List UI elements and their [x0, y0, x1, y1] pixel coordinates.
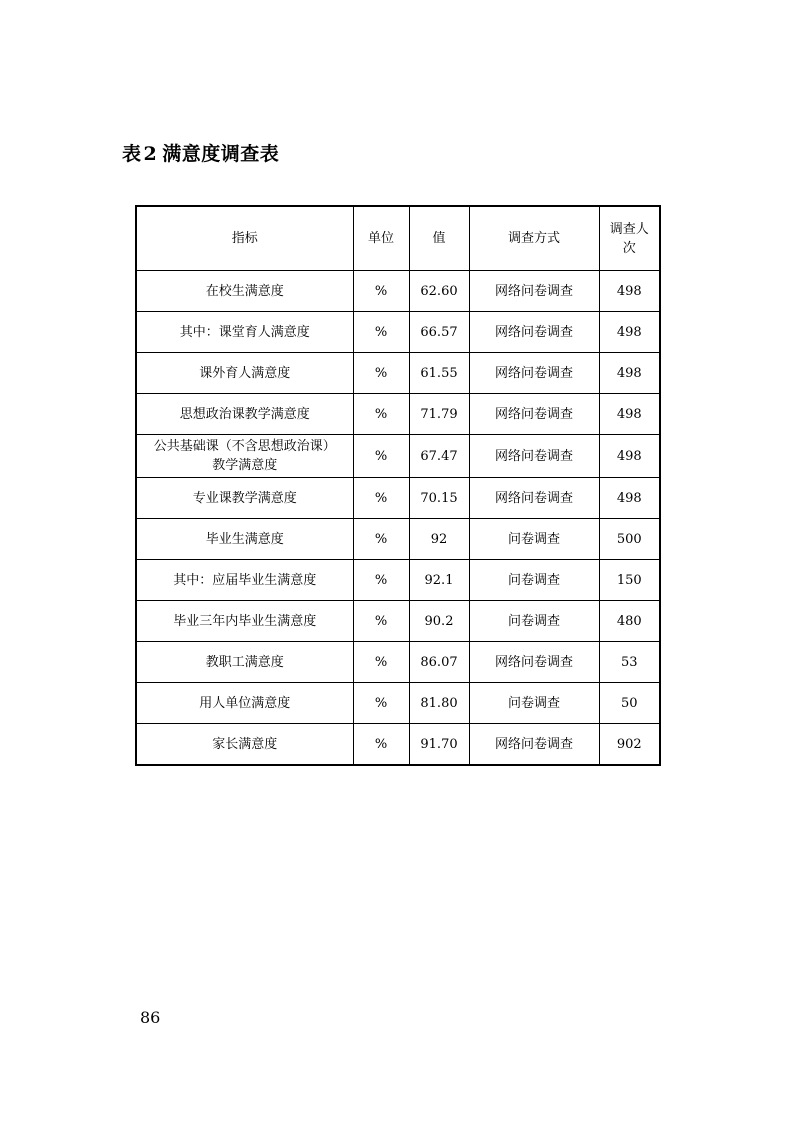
cell-unit: % [353, 353, 409, 394]
cell-value: 62.60 [409, 271, 469, 312]
table-row [136, 435, 660, 478]
table-row [136, 271, 660, 312]
column-header-count [599, 206, 660, 271]
cell-method: 网络问卷调查 [469, 394, 599, 435]
cell-value: 70.15 [409, 478, 469, 519]
cell-value: 61.55 [409, 353, 469, 394]
table-header [136, 206, 660, 271]
cell-indicator: 用人单位满意度 [136, 683, 353, 724]
cell-indicator: 其中：课堂育人满意度 [136, 312, 353, 353]
cell-indicator: 毕业三年内毕业生满意度 [136, 601, 353, 642]
cell-unit: % [353, 435, 409, 478]
table-row [136, 560, 660, 601]
cell-count: 50 [599, 683, 660, 724]
cell-count: 150 [599, 560, 660, 601]
cell-indicator-line2: 教学满意度 [212, 458, 278, 473]
cell-unit: % [353, 312, 409, 353]
cell-value: 86.07 [409, 642, 469, 683]
cell-indicator: 毕业生满意度 [136, 519, 353, 560]
cell-method: 问卷调查 [469, 560, 599, 601]
table-row [136, 683, 660, 724]
table-row [136, 312, 660, 353]
cell-value: 71.79 [409, 394, 469, 435]
cell-indicator: 教职工满意度 [136, 642, 353, 683]
survey-table-container [135, 205, 659, 766]
table-row [136, 724, 660, 766]
cell-indicator: 课外育人满意度 [136, 353, 353, 394]
page-number: 86 [140, 1008, 161, 1027]
cell-count: 480 [599, 601, 660, 642]
cell-unit: % [353, 560, 409, 601]
table-body [136, 271, 660, 766]
cell-unit: % [353, 519, 409, 560]
cell-unit: % [353, 394, 409, 435]
cell-count: 498 [599, 312, 660, 353]
table-row [136, 642, 660, 683]
table-row [136, 353, 660, 394]
cell-count: 498 [599, 353, 660, 394]
cell-count: 902 [599, 724, 660, 766]
cell-method: 网络问卷调查 [469, 312, 599, 353]
cell-indicator: 在校生满意度 [136, 271, 353, 312]
cell-method: 问卷调查 [469, 519, 599, 560]
cell-method: 问卷调查 [469, 601, 599, 642]
cell-indicator: 专业课教学满意度 [136, 478, 353, 519]
table-row [136, 601, 660, 642]
column-header-count-line2: 次 [622, 240, 636, 256]
table-row [136, 478, 660, 519]
cell-indicator: 家长满意度 [136, 724, 353, 766]
column-header-value: 值 [409, 206, 469, 271]
cell-unit: % [353, 642, 409, 683]
table-row [136, 394, 660, 435]
title-text: 满意度调查表 [162, 143, 280, 165]
page-title [122, 141, 279, 167]
cell-method: 问卷调查 [469, 683, 599, 724]
cell-unit: % [353, 271, 409, 312]
satisfaction-survey-table [135, 205, 661, 766]
cell-unit: % [353, 601, 409, 642]
cell-method: 网络问卷调查 [469, 435, 599, 478]
table-row [136, 519, 660, 560]
cell-value: 90.2 [409, 601, 469, 642]
title-prefix: 表 [122, 143, 142, 165]
cell-unit: % [353, 478, 409, 519]
cell-method: 网络问卷调查 [469, 478, 599, 519]
cell-count: 498 [599, 394, 660, 435]
cell-count: 498 [599, 435, 660, 478]
column-header-method: 调查方式 [469, 206, 599, 271]
cell-count: 498 [599, 271, 660, 312]
column-header-unit: 单位 [353, 206, 409, 271]
cell-method: 网络问卷调查 [469, 642, 599, 683]
cell-method: 网络问卷调查 [469, 271, 599, 312]
column-header-indicator: 指标 [136, 206, 353, 271]
cell-indicator: 思想政治课教学满意度 [136, 394, 353, 435]
cell-count: 500 [599, 519, 660, 560]
cell-value: 91.70 [409, 724, 469, 766]
cell-unit: % [353, 724, 409, 766]
cell-value: 66.57 [409, 312, 469, 353]
cell-count: 498 [599, 478, 660, 519]
cell-indicator-line1: 公共基础课（不含思想政治课） [153, 439, 336, 454]
title-number: 2 [143, 143, 158, 165]
table-header-row [136, 206, 660, 271]
cell-indicator [136, 435, 353, 478]
cell-value: 67.47 [409, 435, 469, 478]
cell-value: 92 [409, 519, 469, 560]
column-header-count-line1: 调查人 [609, 221, 649, 237]
cell-unit: % [353, 683, 409, 724]
cell-value: 81.80 [409, 683, 469, 724]
cell-indicator: 其中：应届毕业生满意度 [136, 560, 353, 601]
cell-value: 92.1 [409, 560, 469, 601]
cell-method: 网络问卷调查 [469, 724, 599, 766]
cell-count: 53 [599, 642, 660, 683]
cell-method: 网络问卷调查 [469, 353, 599, 394]
